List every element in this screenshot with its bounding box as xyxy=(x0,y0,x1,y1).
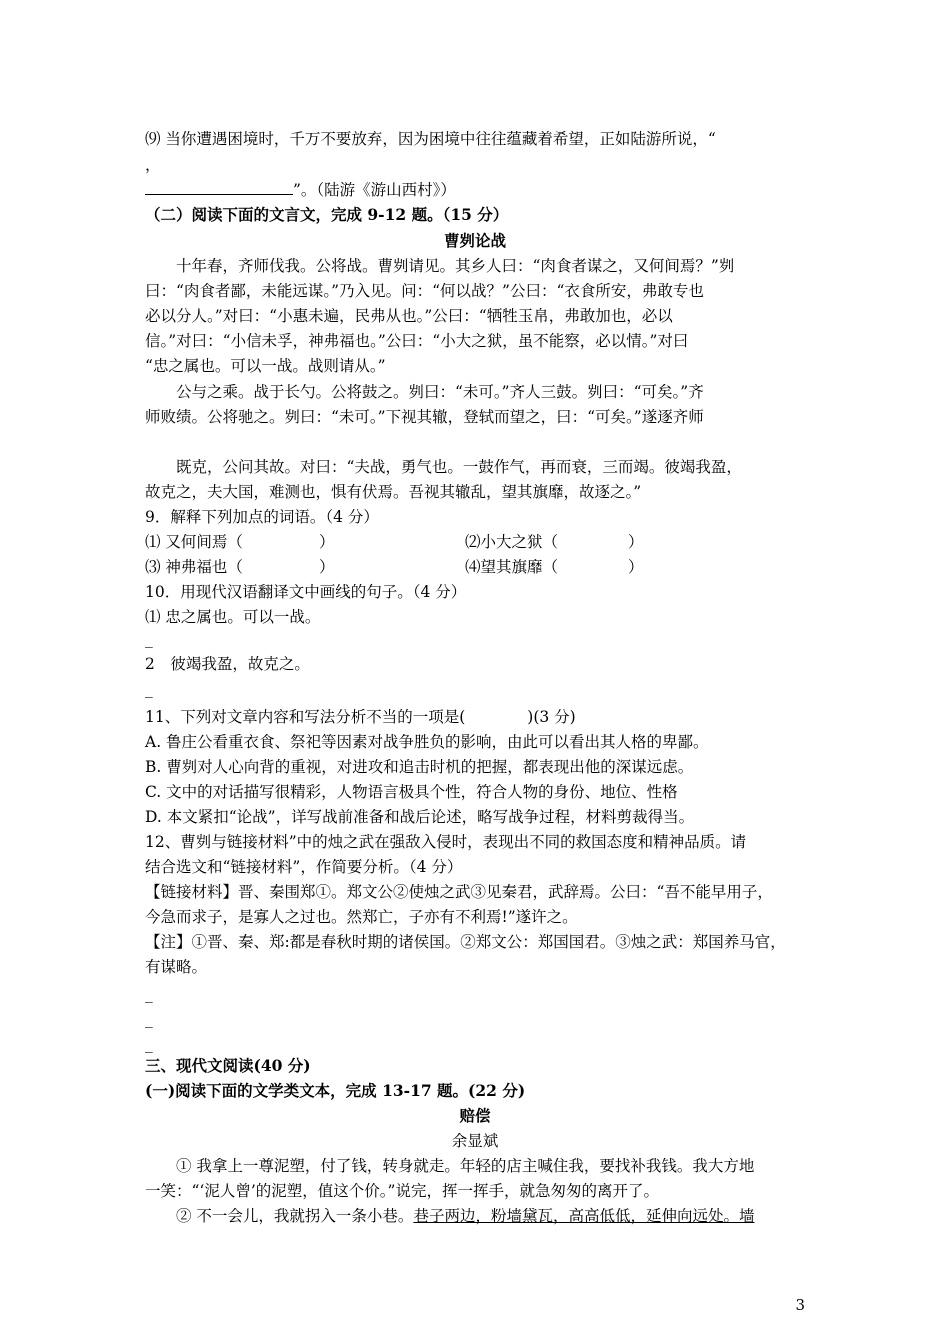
passage-line: 十年春，齐师伐我。公将战。曹刿请见。其乡人曰：“肉食者谋之，又何间焉？”刿 xyxy=(176,257,735,275)
story-line: 一笑：“‘泥人曾’的泥塑，值这个价。”说完，挥一挥手，就急匆匆的离开了。 xyxy=(145,1182,659,1200)
passage-line: 必以分人。”对曰：“小惠未遍，民弗从也。”公曰：“牺牲玉帛，弗敢加也，必以 xyxy=(145,307,673,325)
q9-item-close: ） xyxy=(318,558,335,576)
q10-stem: 10．用现代汉语翻译文中画线的句子。（4 分） xyxy=(145,583,467,601)
q11-option-b[interactable]: B. 曹刿对人心向背的重视，对进攻和追击时机的把握，都表现出他的深谋远虑。 xyxy=(145,758,694,776)
story-title: 赔偿 xyxy=(459,1106,491,1125)
q9-item-close: ） xyxy=(628,558,644,576)
passage-title: 曹刿论战 xyxy=(443,231,506,250)
answer-line[interactable]: _ xyxy=(145,985,153,1003)
section3-subheading: (一)阅读下面的文学类文本，完成 13-17 题。(22 分) xyxy=(145,1081,526,1100)
answer-blank[interactable] xyxy=(145,180,293,195)
q9-fill-line2: ， xyxy=(145,156,161,174)
q9-item: ⑷望其旗靡（ xyxy=(465,558,559,576)
q9-row2 xyxy=(145,557,805,577)
q11-option-d[interactable]: D. 本文紧扣“论战”，详写战前准备和战后论述，略写战争过程，材料剪裁得当。 xyxy=(145,808,695,826)
q11-stem: 11、下列对文章内容和写法分析不当的一项是( )(3 分) xyxy=(145,708,576,726)
underlined-sentence: 巷子两边，粉墙黛瓦，高高低低，延伸向远处。墙 xyxy=(413,1207,755,1225)
page-number: 3 xyxy=(795,1296,805,1314)
answer-line[interactable]: _ xyxy=(145,630,153,648)
q9-item-close: ） xyxy=(318,533,335,551)
passage-line: 曰：“肉食者鄙，未能远谋。”乃入见。问：“何以战？”公曰：“衣食所安，弗敢专也 xyxy=(145,282,704,300)
note-2: 有谋略。 xyxy=(145,958,208,976)
q11-option-a[interactable]: A. 鲁庄公看重衣食、祭祀等因素对战争胜负的影响，由此可以看出其人格的卑鄙。 xyxy=(145,733,709,751)
story-line: ① 我拿上一尊泥塑，付了钱，转身就走。年轻的店主喊住我，要找补我钱。我大方地 xyxy=(176,1157,755,1175)
q9-fill-line1: ⑼ 当你遭遇困境时，千万不要放弃，因为困境中往往蕴藏着希望，正如陆游所说，“ xyxy=(145,130,716,148)
story-author: 余显斌 xyxy=(451,1132,499,1150)
q9-fill-line3 xyxy=(145,180,456,200)
q10-sentence-1: ⑴ 忠之属也。可以一战。 xyxy=(145,608,321,626)
q9-item: ⑶ 神弗福也（ xyxy=(145,558,243,576)
answer-line[interactable]: _ xyxy=(145,1010,153,1028)
passage-line: “忠之属也。可以一战。战则请从。” xyxy=(145,357,386,375)
q12-stem-1: 12、曹刿与链接材料”中的烛之武在强敌入侵时，表现出不同的救国态度和精神品质。请 xyxy=(145,833,747,851)
q10-sentence-2: 2 彼竭我盈，故克之。 xyxy=(145,655,310,673)
link-material-1: 【链接材料】晋、秦围郑①。郑文公②使烛之武③见秦君，武辞焉。公曰：“吾不能早用子， xyxy=(145,883,773,901)
passage-line: 故克之，夫大国，难测也，惧有伏焉。吾视其辙乱，望其旗靡，故逐之。” xyxy=(145,483,642,501)
q12-stem-2: 结合选文和“链接材料”，作简要分析。（4 分） xyxy=(145,858,463,876)
answer-line[interactable]: _ xyxy=(145,680,153,698)
q9-fill-source: ”。（陆游《游山西村》） xyxy=(293,181,456,199)
q9-stem: 9．解释下列加点的词语。（4 分） xyxy=(145,508,379,526)
q9-item: ⑴ 又何间焉（ xyxy=(145,533,243,551)
q11-option-c[interactable]: C. 文中的对话描写很精彩，人物语言极具个性，符合人物的身份、地位、性格 xyxy=(145,783,678,801)
passage-line: 信。”对曰：“小信未孚，神弗福也。”公曰：“小大之狱，虽不能察，必以情。”对曰 xyxy=(145,332,689,350)
link-material-2: 今急而求子，是寡人之过也。然郑亡，子亦有不利焉!”遂许之。 xyxy=(145,908,578,926)
q9-item-close: ） xyxy=(628,533,644,551)
answer-line[interactable]: _ xyxy=(145,1035,153,1053)
passage-line: 师败绩。公将驰之。刿曰：“未可。”下视其辙，登轼而望之，曰：“可矣。”遂逐齐师 xyxy=(145,408,704,426)
q9-item: ⑵小大之狱（ xyxy=(465,533,559,551)
section2-heading: （二）阅读下面的文言文，完成 9-12 题。（15 分） xyxy=(145,205,509,224)
story-line xyxy=(176,1206,754,1226)
passage-line: 公与之乘。战于长勺。公将鼓之。刿曰：“未可。”齐人三鼓。刿曰：“可矣。”齐 xyxy=(176,383,704,401)
passage-line: 既克，公问其故。对曰：“夫战，勇气也。一鼓作气，再而衰，三而竭。彼竭我盈， xyxy=(176,458,742,476)
story-text: ② 不一会儿，我就拐入一条小巷。 xyxy=(176,1207,414,1225)
note-1: 【注】①晋、秦、郑:都是春秋时期的诸侯国。②郑文公：郑国国君。③烛之武：郑国养马官， xyxy=(145,933,786,951)
q9-row1 xyxy=(145,532,805,552)
section3-heading: 三、现代文阅读(40 分) xyxy=(145,1056,311,1075)
